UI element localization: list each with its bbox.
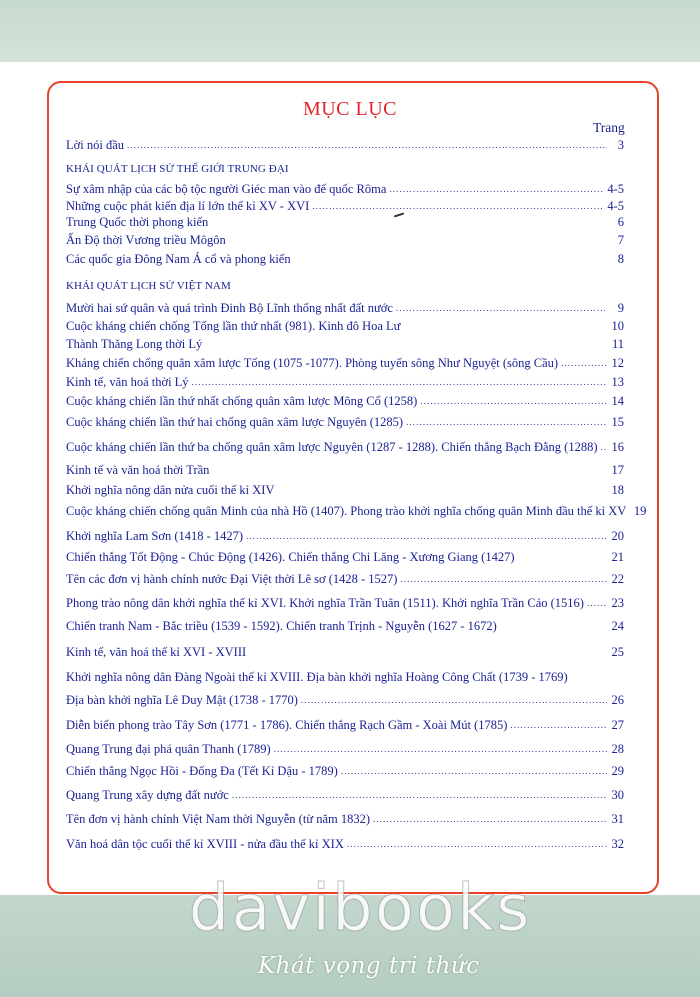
toc-entry-page: 16 — [611, 440, 624, 454]
toc-entry[interactable] — [66, 250, 624, 266]
toc-entry[interactable] — [66, 231, 624, 247]
toc-entry-page: 19 — [633, 504, 647, 518]
toc-entry-page: 30 — [611, 788, 624, 802]
leader-dots — [301, 696, 607, 705]
toc-entry-page: 29 — [611, 764, 624, 778]
toc-entry[interactable] — [66, 668, 624, 684]
toc-entry[interactable] — [66, 691, 624, 707]
toc-entry-title: Phong trào nông dân khởi nghĩa thế kỉ XVI. Khởi nghĩa Trần Tuân (1511). Khởi nghĩa Trần Cảo (1516) — [66, 596, 584, 610]
toc-entry-title: Cuộc kháng chiến lần thứ ba chống quân xâm lược Nguyên (1287 - 1288). Chiến thắng Bạch Đằng (1288) — [66, 440, 598, 454]
toc-entry-page: 6 — [617, 215, 624, 229]
toc-entry-page: 15 — [611, 415, 624, 429]
top-band — [0, 0, 700, 62]
toc-entry[interactable] — [66, 197, 624, 213]
toc-entry-title: Chiến thắng Tốt Động - Chúc Động (1426). Chiến thắng Chi Lăng - Xương Giang (1427) — [66, 550, 515, 564]
toc-entry-page: 7 — [617, 233, 624, 247]
leader-dots — [396, 304, 607, 313]
toc-entry-title: Kinh tế và văn hoá thời Trần — [66, 463, 210, 477]
toc-entry-title: Kháng chiến chống quân xâm lược Tống (1075 -1077). Phòng tuyến sông Như Nguyệt (sông Cầu) — [66, 356, 559, 370]
toc-entry[interactable] — [66, 213, 624, 229]
toc-entry[interactable] — [66, 594, 624, 610]
leader-dots — [400, 575, 607, 584]
toc-entry-title: Chiến tranh Nam - Bắc triều (1539 - 1592). Chiến tranh Trịnh - Nguyễn (1627 - 1672) — [66, 619, 497, 633]
leader-dots — [389, 185, 604, 194]
toc-entry[interactable] — [66, 617, 624, 633]
leader-dots — [312, 202, 604, 211]
toc-entry-title: Cuộc kháng chiến lần thứ nhất chống quân xâm lược Mông Cổ (1258) — [66, 394, 418, 408]
watermark-slogan: Khát vọng tri thức — [258, 953, 480, 979]
toc-entry[interactable] — [66, 835, 624, 851]
toc-entry-title: Trung Quốc thời phong kiến — [66, 215, 209, 229]
toc-entry[interactable] — [66, 373, 624, 389]
toc-entry-title: Thành Thăng Long thời Lý — [66, 337, 203, 351]
toc-entry-page: 23 — [611, 596, 624, 610]
toc-entry-title: Mười hai sứ quân và quá trình Đinh Bộ Lĩnh thống nhất đất nước — [66, 301, 393, 315]
toc-entry[interactable] — [66, 716, 624, 732]
toc-entry-title: Văn hoá dân tộc cuối thế kỉ XVIII - nửa đầu thế kỉ XIX — [66, 837, 344, 851]
toc-entry-title: Tên các đơn vị hành chính nước Đại Việt thời Lê sơ (1428 - 1527) — [66, 572, 398, 586]
toc-entry-page: 10 — [611, 319, 624, 333]
toc-entry-title: Cuộc kháng chiến chống quân Minh của nhà Hồ (1407). Phong trào khởi nghĩa chống quân Minh đầu thế kỉ XV — [66, 504, 627, 518]
toc-entry[interactable] — [66, 413, 624, 429]
toc-entry-page: 22 — [611, 572, 624, 586]
toc-entry-page: 8 — [617, 252, 624, 266]
toc-entry-title: Khởi nghĩa nông dân Đàng Ngoài thế kỉ XVIII. Địa bàn khởi nghĩa Hoàng Công Chất (1739 - 1769) — [66, 670, 568, 684]
toc-entry-page: 17 — [611, 463, 624, 477]
toc-entry-title: Lời nói đầu — [66, 138, 124, 152]
leader-dots — [510, 721, 607, 730]
toc-entry[interactable] — [66, 354, 624, 370]
toc-entry-page: 13 — [611, 375, 624, 389]
toc-entry-title: Khởi nghĩa nông dân nửa cuối thế kỉ XIV — [66, 483, 275, 497]
page-column-header: Trang — [593, 120, 625, 135]
leader-dots — [246, 532, 607, 541]
toc-entry-page: 27 — [611, 718, 624, 732]
toc-entry-title: Các quốc gia Đông Nam Á cổ và phong kiến — [66, 252, 291, 266]
leader-dots — [341, 767, 607, 776]
toc-entry[interactable] — [66, 548, 624, 564]
toc-entry-page: 3 — [617, 138, 624, 152]
toc-entry-title: Diễn biến phong trào Tây Sơn (1771 - 1786). Chiến thắng Rạch Gầm - Xoài Mút (1785) — [66, 718, 508, 732]
toc-entry[interactable] — [66, 335, 624, 351]
watermark-brand: davibooks — [188, 872, 532, 946]
toc-entry-title: Địa bàn khởi nghĩa Lê Duy Mật (1738 - 1770) — [66, 693, 298, 707]
toc-entry[interactable] — [66, 461, 624, 477]
toc-entry-page: 9 — [617, 301, 624, 315]
toc-entry-title: Kinh tế, văn hoá thời Lý — [66, 375, 189, 389]
toc-entry[interactable] — [66, 180, 624, 196]
toc-entry[interactable] — [66, 481, 624, 497]
leader-dots — [601, 443, 608, 452]
toc-entry-title: Tên đơn vị hành chính Việt Nam thời Nguyễn (từ năm 1832) — [66, 812, 371, 826]
toc-entry-title: Quang Trung xây dựng đất nước — [66, 788, 229, 802]
toc-entry-title: Cuộc kháng chiến chống Tống lần thứ nhất (981). Kinh đô Hoa Lư — [66, 319, 401, 333]
toc-entry[interactable] — [66, 438, 624, 454]
section-heading-world: KHÁI QUÁT LỊCH SỬ THẾ GIỚI TRUNG ĐẠI — [66, 163, 289, 175]
leader-dots — [587, 599, 607, 608]
toc-entry[interactable] — [66, 740, 624, 756]
toc-entry-page: 18 — [611, 483, 624, 497]
leader-dots — [232, 791, 607, 800]
toc-entry-title: Những cuộc phát kiến địa lí lớn thế kỉ XV - XVI — [66, 199, 310, 213]
toc-entry-page: 25 — [611, 645, 624, 659]
toc-entry-page: 32 — [611, 837, 624, 851]
toc-entry[interactable] — [66, 643, 624, 659]
toc-entry-page: 21 — [611, 550, 624, 564]
section-heading-vietnam: KHÁI QUÁT LỊCH SỬ VIỆT NAM — [66, 280, 231, 292]
toc-entry[interactable] — [66, 502, 647, 518]
leader-dots — [420, 397, 607, 406]
toc-entry[interactable] — [66, 299, 624, 315]
toc-entry-intro[interactable] — [66, 136, 624, 152]
toc-entry-page: 26 — [611, 693, 624, 707]
toc-entry-title: Ấn Độ thời Vương triều Môgôn — [66, 233, 226, 247]
leader-dots — [127, 141, 607, 150]
toc-entry-title: Cuộc kháng chiến lần thứ hai chống quân xâm lược Nguyên (1285) — [66, 415, 404, 429]
toc-entry[interactable] — [66, 810, 624, 826]
leader-dots — [373, 815, 607, 824]
toc-entry[interactable] — [66, 762, 624, 778]
toc-entry-page: 24 — [611, 619, 624, 633]
toc-entry[interactable] — [66, 570, 624, 586]
toc-entry-title: Kinh tế, văn hoá thế kỉ XVI - XVIII — [66, 645, 247, 659]
toc-entry-page: 11 — [611, 337, 624, 351]
toc-entry-page: 20 — [611, 529, 624, 543]
leader-dots — [406, 418, 607, 427]
toc-entry[interactable] — [66, 786, 624, 802]
toc-entry-title: Chiến thắng Ngọc Hồi - Đống Đa (Tết Kỉ Dậu - 1789) — [66, 764, 338, 778]
page-title: MỤC LỤC — [302, 98, 398, 120]
toc-entry[interactable] — [66, 392, 624, 408]
toc-entry-title: Quang Trung đại phá quân Thanh (1789) — [66, 742, 271, 756]
toc-entry-title: Sự xâm nhập của các bộ tộc người Giéc man vào đế quốc Rôma — [66, 182, 387, 196]
toc-entry-page: 14 — [611, 394, 624, 408]
toc-entry-page: 4-5 — [607, 199, 624, 213]
leader-dots — [192, 378, 607, 387]
toc-entry-page: 28 — [611, 742, 624, 756]
toc-entry-page: 12 — [611, 356, 624, 370]
toc-entry-page: 31 — [611, 812, 624, 826]
leader-dots — [274, 745, 607, 754]
toc-entry-title: Khởi nghĩa Lam Sơn (1418 - 1427) — [66, 529, 244, 543]
leader-dots — [347, 840, 607, 849]
toc-entry[interactable] — [66, 527, 624, 543]
leader-dots — [561, 359, 607, 368]
toc-entry-page: 4-5 — [607, 182, 624, 196]
toc-entry[interactable] — [66, 317, 624, 333]
